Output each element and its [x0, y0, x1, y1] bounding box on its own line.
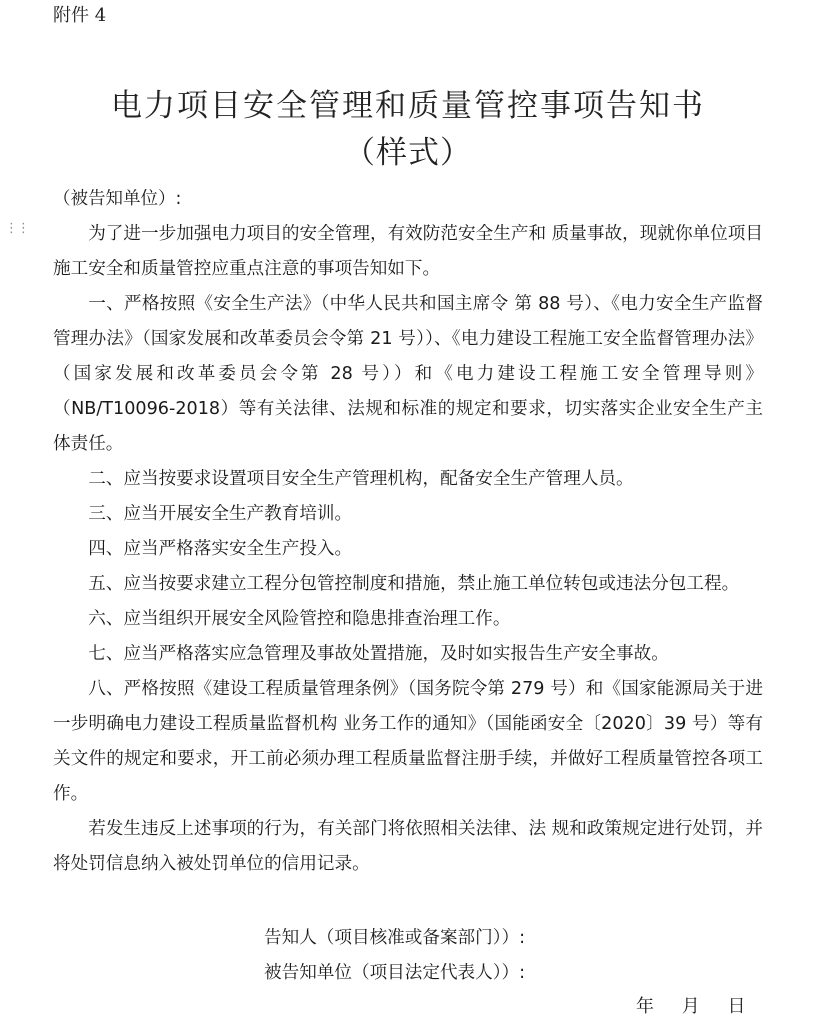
item-paragraph-3: 三、应当开展安全生产教育培训。 [88, 504, 353, 524]
document-title: 电力项目安全管理和质量管控事项告知书 [111, 88, 705, 124]
item-paragraph-7: 七、应当严格落实应急管理及事故处置措施，及时如实报告生产安全事故。 [88, 644, 669, 664]
signature-date: 年 月 日 [636, 996, 750, 1017]
item-paragraph-8: 八、严格按照《建设工程质量管理条例》（国务院令第 279 号）和《国家能源局关于进一步明确电力建设工程质量监督机构 业务工作的通知》（国能函安全〔2020〕39 号）等有关文件的规定和要求，开工前必须办理工程质量监督注册手续，并做好工程质量管控各项工作。 [53, 679, 763, 804]
item-paragraph-4: 四、应当严格落实安全生产投入。 [88, 539, 353, 559]
signature-notifier: 告知人（项目核准或备案部门））: [264, 928, 526, 948]
item-paragraph-5: 五、应当按要求建立工程分包管控制度和措施，禁止施工单位转包或违法分包工程。 [88, 574, 740, 594]
item-paragraph-6: 六、应当组织开展安全风险管控和隐患排查治理工作。 [88, 609, 511, 629]
intro-paragraph: 为了进一步加强电力项目的安全管理，有效防范安全生产和 质量事故，现就你单位项目施工安全和质量管控应重点注意的事项告知如下。 [53, 224, 763, 279]
item-paragraph-2: 二、应当按要求设置项目安全生产管理机构，配备安全生产管理人员。 [88, 469, 634, 489]
closing-paragraph: 若发生违反上述事项的行为，有关部门将依照相关法律、法 规和政策规定进行处罚，并将处罚信息纳入被处罚单位的信用记录。 [53, 819, 763, 874]
paragraph-drag-handle-icon[interactable]: ⋮⋮ [5, 221, 29, 236]
attachment-label: 附件 4 [53, 5, 107, 26]
signature-notified: 被告知单位（项目法定代表人））: [264, 963, 526, 983]
addressee-line: （被告知单位）: [53, 189, 182, 209]
document-subtitle: （样式） [344, 135, 472, 171]
item-paragraph-1: 一、严格按照《安全生产法》（中华人民共和国主席令 第 88 号）、《电力安全生产监督管理办法》（国家发展和改革委员会令第 21 号））、《电力建设工程施工安全监督管理办法》（国家发展和改革委员会令第 28 号））和《电力建设工程施工安全管理导则》（NB/T10096-2018）等有关法律、法规和标准的规定和要求，切实落实企业安全生产主体责任。 [53, 294, 763, 454]
document-body[interactable] [53, 217, 763, 882]
